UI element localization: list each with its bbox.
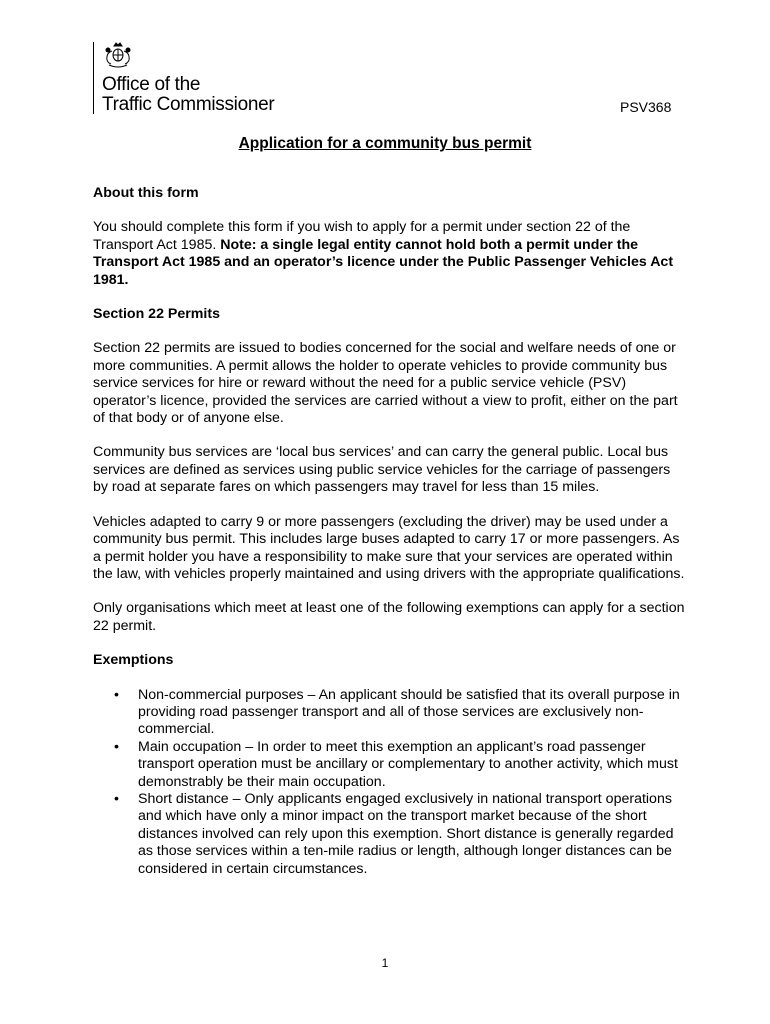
exemptions-list [93,687,688,878]
section22-paragraph-2: Community bus services are ‘local bus services’ and can carry the general public. Local bus services are defined as services using public service vehicles for the carriage of passengers by road at separate fares on which passengers may travel for less than 15 miles. [93,444,671,496]
logo-divider [93,42,94,114]
organisation-name [102,75,274,115]
list-item [114,686,688,739]
section22-paragraph-3: Vehicles adapted to carry 9 or more passengers (excluding the driver) may be used under a community bus permit. This includes large buses adapted to carry 17 or more passengers. As a permit holder you have a responsibility to make sure that your services are operated within the law, with vehicles properly maintained and using drivers with the appropriate qualifications. [93,513,685,582]
page-number: 1 [381,956,389,970]
about-text: You should complete this form if you wish to apply for a permit under section 22 of the Transport Act 1985. [93,219,631,253]
list-item [114,790,688,878]
document-body [93,185,688,878]
form-code: PSV368 [620,99,672,115]
about-heading: About this form [93,185,199,201]
about-paragraph [93,219,688,289]
exemption-text: Short distance – Only applicants engaged exclusively in national transport operations and which have only a minor impact on the transport market because of the short distances involved can rely upon this exemption. Short distance is generally regarded as those services within a ten-mile radius or length, although longer distances can be considered in certain circumstances. [138,790,674,877]
organisation-name-line1: Office of the [102,74,201,95]
exemptions-heading: Exemptions [93,652,174,669]
exemption-text: Non-commercial purposes – An applicant should be satisfied that its overall purpose in providing road passenger transport and all of those services are exclusively non-commercial. [138,686,680,738]
organisation-logo [93,42,333,116]
organisation-name-line2: Traffic Commissioner [102,94,275,115]
royal-crest-icon [103,42,133,69]
bullet-icon: • [114,790,119,807]
exemption-text: Main occupation – In order to meet this exemption an applicant’s road passenger transport operation must be ancillary or complementary to another activity, which must demonstrably be their main occupation. [138,738,678,790]
list-item [114,738,688,791]
section22-paragraph-4: Only organisations which meet at least one of the following exemptions can apply for a section 22 permit. [93,600,685,634]
bullet-icon: • [114,738,119,755]
bullet-icon: • [114,686,119,703]
about-note: Note: a single legal entity cannot hold both a permit under the Transport Act 1985 and an operator’s licence under the Public Passenger Vehicles Act 1981. [93,236,674,288]
page-title: Application for a community bus permit [238,135,532,152]
section22-heading: Section 22 Permits [93,306,220,323]
section22-paragraph-1: Section 22 permits are issued to bodies concerned for the social and welfare needs of one or more communities. A permit allows the holder to operate vehicles to provide community bus service services for hire or reward without the need for a public service vehicle (PSV) operator’s licence, provided the services are carried without a view to profit, either on the part of that body or of anyone else. [93,340,678,427]
